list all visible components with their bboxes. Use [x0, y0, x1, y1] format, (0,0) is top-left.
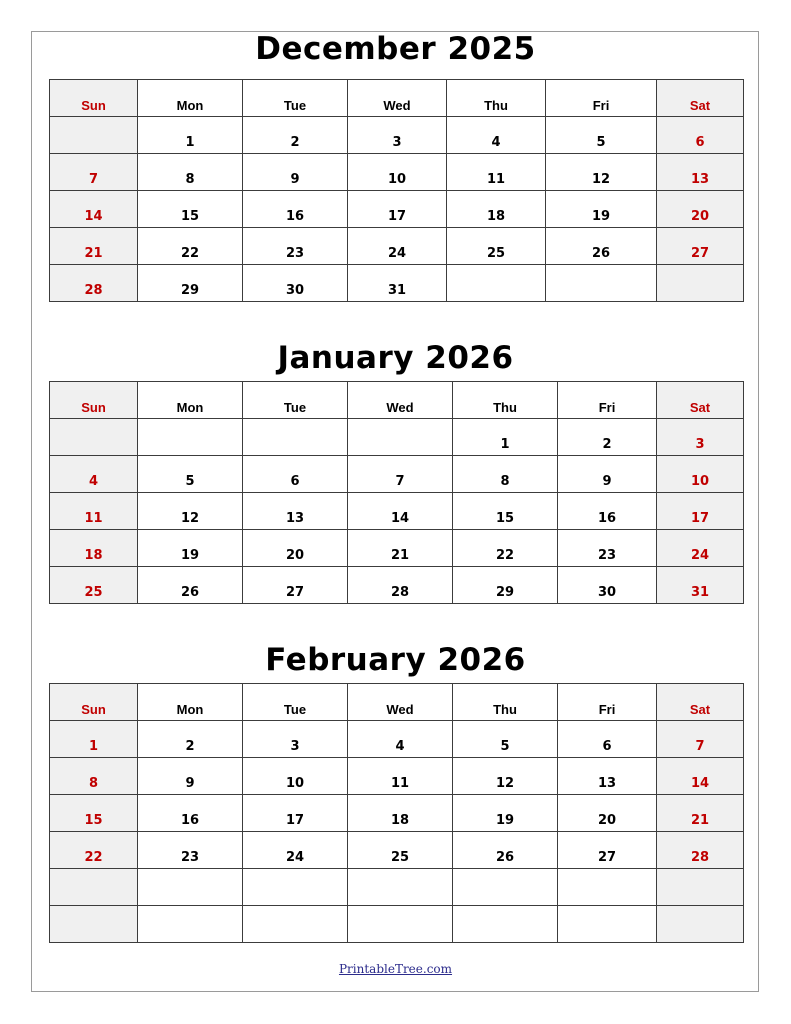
weekday-header-row	[50, 80, 744, 117]
month-title: January 2026	[277, 340, 514, 376]
week-row	[50, 265, 744, 302]
day-cell	[50, 869, 138, 906]
weekday-header-thu: Thu	[453, 684, 558, 721]
day-cell	[546, 265, 657, 302]
day-cell: 10	[348, 154, 447, 191]
weekday-header-sun: Sun	[50, 80, 138, 117]
weekday-header-tue: Tue	[243, 684, 348, 721]
weekday-header-sun: Sun	[50, 684, 138, 721]
day-cell: 13	[243, 493, 348, 530]
week-row	[50, 419, 744, 456]
weekday-header-wed: Wed	[348, 382, 453, 419]
day-cell	[243, 869, 348, 906]
day-cell: 22	[138, 228, 243, 265]
day-cell: 9	[138, 758, 243, 795]
day-cell: 28	[348, 567, 453, 604]
week-row	[50, 721, 744, 758]
day-cell: 27	[243, 567, 348, 604]
weekday-header-sat: Sat	[657, 80, 744, 117]
day-cell	[348, 869, 453, 906]
week-row	[50, 154, 744, 191]
weekday-header-tue: Tue	[243, 382, 348, 419]
day-cell: 27	[558, 832, 657, 869]
day-cell: 6	[657, 117, 744, 154]
day-cell	[558, 869, 657, 906]
day-cell: 22	[50, 832, 138, 869]
weekday-header-fri: Fri	[558, 684, 657, 721]
day-cell	[243, 906, 348, 943]
day-cell: 14	[348, 493, 453, 530]
weekday-header-thu: Thu	[447, 80, 546, 117]
weekday-header-thu: Thu	[453, 382, 558, 419]
week-row	[50, 530, 744, 567]
month-title: December 2025	[255, 31, 536, 67]
day-cell: 17	[657, 493, 744, 530]
weekday-header-wed: Wed	[348, 80, 447, 117]
week-row	[50, 567, 744, 604]
day-cell: 14	[50, 191, 138, 228]
day-cell: 23	[558, 530, 657, 567]
weekday-header-fri: Fri	[546, 80, 657, 117]
day-cell: 28	[657, 832, 744, 869]
day-cell: 30	[243, 265, 348, 302]
day-cell	[50, 906, 138, 943]
day-cell: 2	[243, 117, 348, 154]
day-cell: 30	[558, 567, 657, 604]
week-row	[50, 228, 744, 265]
day-cell: 11	[447, 154, 546, 191]
day-cell: 12	[546, 154, 657, 191]
day-cell	[453, 869, 558, 906]
week-row	[50, 906, 744, 943]
day-cell: 15	[138, 191, 243, 228]
day-cell: 27	[657, 228, 744, 265]
day-cell: 16	[558, 493, 657, 530]
day-cell: 19	[546, 191, 657, 228]
weekday-header-sat: Sat	[657, 684, 744, 721]
weekday-header-sun: Sun	[50, 382, 138, 419]
week-row	[50, 191, 744, 228]
day-cell: 12	[138, 493, 243, 530]
day-cell: 21	[348, 530, 453, 567]
day-cell: 24	[243, 832, 348, 869]
day-cell: 4	[50, 456, 138, 493]
day-cell	[558, 906, 657, 943]
day-cell	[447, 265, 546, 302]
day-cell: 4	[348, 721, 453, 758]
day-cell: 7	[50, 154, 138, 191]
day-cell: 10	[243, 758, 348, 795]
day-cell: 9	[243, 154, 348, 191]
weekday-header-mon: Mon	[138, 684, 243, 721]
day-cell	[348, 419, 453, 456]
week-row	[50, 117, 744, 154]
day-cell	[453, 906, 558, 943]
day-cell	[348, 906, 453, 943]
day-cell: 26	[453, 832, 558, 869]
day-cell: 25	[50, 567, 138, 604]
day-cell: 7	[657, 721, 744, 758]
day-cell: 26	[546, 228, 657, 265]
day-cell: 20	[243, 530, 348, 567]
week-row	[50, 869, 744, 906]
day-cell: 15	[50, 795, 138, 832]
day-cell: 24	[348, 228, 447, 265]
day-cell: 1	[50, 721, 138, 758]
footer-link[interactable]: PrintableTree.com	[338, 962, 453, 976]
week-row	[50, 795, 744, 832]
day-cell: 25	[447, 228, 546, 265]
day-cell	[138, 906, 243, 943]
day-cell: 10	[657, 456, 744, 493]
day-cell: 19	[453, 795, 558, 832]
week-row	[50, 758, 744, 795]
day-cell: 3	[243, 721, 348, 758]
weekday-header-fri: Fri	[558, 382, 657, 419]
weekday-header-row	[50, 684, 744, 721]
day-cell: 16	[243, 191, 348, 228]
day-cell	[50, 117, 138, 154]
day-cell: 17	[348, 191, 447, 228]
day-cell: 17	[243, 795, 348, 832]
day-cell: 22	[453, 530, 558, 567]
month-grid	[49, 79, 744, 302]
day-cell: 15	[453, 493, 558, 530]
day-cell: 5	[138, 456, 243, 493]
day-cell: 19	[138, 530, 243, 567]
week-row	[50, 456, 744, 493]
month-grid	[49, 683, 744, 943]
day-cell: 1	[138, 117, 243, 154]
week-row	[50, 832, 744, 869]
day-cell: 7	[348, 456, 453, 493]
day-cell: 13	[558, 758, 657, 795]
day-cell: 6	[243, 456, 348, 493]
day-cell: 26	[138, 567, 243, 604]
day-cell: 24	[657, 530, 744, 567]
day-cell: 29	[138, 265, 243, 302]
weekday-header-sat: Sat	[657, 382, 744, 419]
day-cell: 11	[348, 758, 453, 795]
day-cell: 14	[657, 758, 744, 795]
day-cell: 3	[348, 117, 447, 154]
day-cell: 2	[138, 721, 243, 758]
day-cell: 16	[138, 795, 243, 832]
day-cell: 3	[657, 419, 744, 456]
day-cell: 18	[50, 530, 138, 567]
day-cell: 1	[453, 419, 558, 456]
day-cell: 21	[657, 795, 744, 832]
month-title: February 2026	[265, 642, 526, 678]
weekday-header-row	[50, 382, 744, 419]
day-cell: 12	[453, 758, 558, 795]
day-cell	[657, 906, 744, 943]
day-cell: 8	[50, 758, 138, 795]
day-cell: 21	[50, 228, 138, 265]
day-cell: 5	[546, 117, 657, 154]
day-cell: 4	[447, 117, 546, 154]
day-cell	[50, 419, 138, 456]
day-cell: 9	[558, 456, 657, 493]
day-cell: 18	[447, 191, 546, 228]
day-cell: 20	[657, 191, 744, 228]
day-cell: 25	[348, 832, 453, 869]
weekday-header-tue: Tue	[243, 80, 348, 117]
day-cell: 8	[138, 154, 243, 191]
day-cell: 2	[558, 419, 657, 456]
weekday-header-wed: Wed	[348, 684, 453, 721]
day-cell	[243, 419, 348, 456]
day-cell: 8	[453, 456, 558, 493]
day-cell	[138, 869, 243, 906]
weekday-header-mon: Mon	[138, 80, 243, 117]
day-cell: 18	[348, 795, 453, 832]
day-cell: 29	[453, 567, 558, 604]
day-cell	[138, 419, 243, 456]
day-cell	[657, 869, 744, 906]
day-cell: 6	[558, 721, 657, 758]
day-cell	[657, 265, 744, 302]
day-cell: 23	[138, 832, 243, 869]
day-cell: 23	[243, 228, 348, 265]
day-cell: 28	[50, 265, 138, 302]
weekday-header-mon: Mon	[138, 382, 243, 419]
day-cell: 20	[558, 795, 657, 832]
day-cell: 5	[453, 721, 558, 758]
day-cell: 31	[348, 265, 447, 302]
week-row	[50, 493, 744, 530]
day-cell: 13	[657, 154, 744, 191]
month-grid	[49, 381, 744, 604]
day-cell: 31	[657, 567, 744, 604]
day-cell: 11	[50, 493, 138, 530]
